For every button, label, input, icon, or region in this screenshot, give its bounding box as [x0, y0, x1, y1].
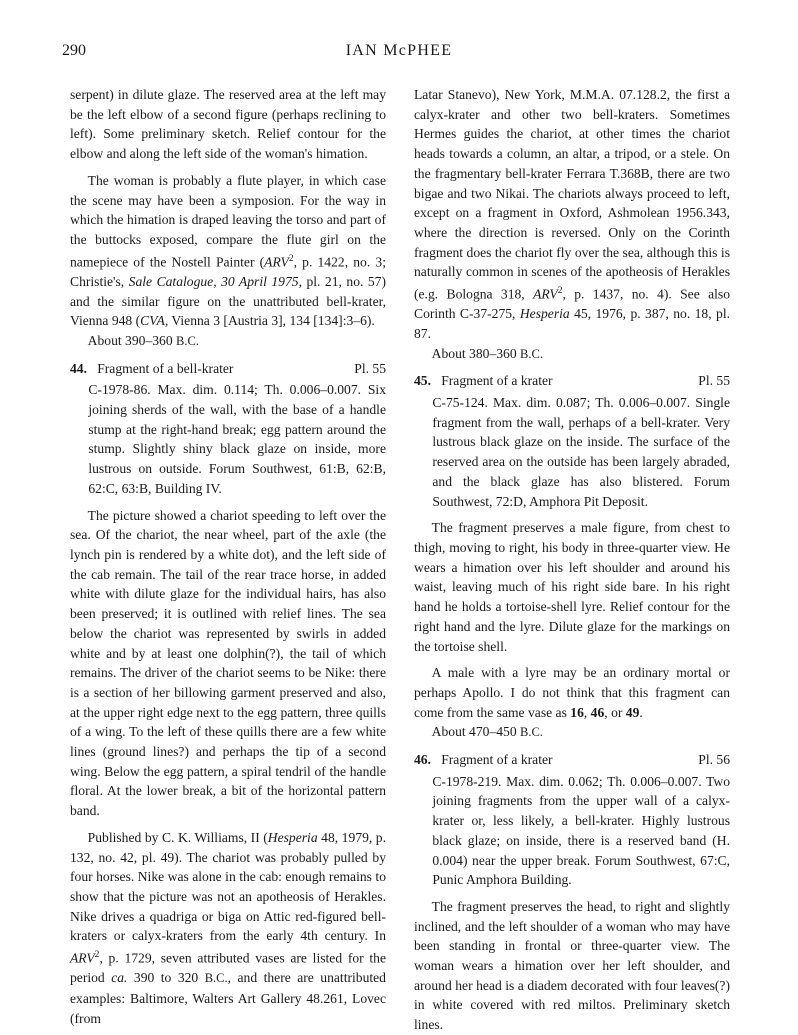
- right-column: [414, 85, 730, 1035]
- paragraph: The woman is probably a flute player, in which case the scene may have been a symposion. For the way in which the himation is draped leaving the torso and part of the buttocks exposed, compare the flute girl on the namepiece of the Nostell Painter (ARV$^2$, p. 1422, no. 3; Christie's, Sale Catalogue, 30 April 1975, pl. 21, no. 57) and the similar figure on the unattributed bell-krater, Vienna 948 (CVA, Vienna 3 [Austria 3], 134 [134]:3–6).: [70, 172, 386, 329]
- catalogue-entry-44-heading: [70, 359, 386, 379]
- running-head: IAN McPHEE: [345, 42, 453, 59]
- paragraph: Published by C. K. Williams, II (Hesperia 48, 1979, p. 132, no. 42, pl. 49). The chariot was probably pulled by four horses. Nike was alone in the cab: enough remains to show that the picture was not an apotheosis of Herakles. Nike drives a quadriga or biga on Attic red-figured bell-kraters or calyx-kraters from the early 4th century. In ARV$^2$, p. 1729, seven attributed vases are listed for the period ca. 390 to 320 B.C., and there are unattributed examples: Baltimore, Walters Art Gallery 48.261, Lovec (from: [70, 829, 386, 1026]
- entry-description: C-1978-86. Max. dim. 0.114; Th. 0.006–0.007. Six joining sherds of the wall, with the base of a handle stump at the right-hand break; egg pattern around the stump. Slightly shiny black glaze on inside, more lustrous on outside. Forum Southwest, 61:B, 62:B, 62:C, 63:B, Building IV.: [88, 382, 386, 496]
- catalogue-entry-46-heading: [414, 750, 730, 770]
- paragraph: A male with a lyre may be an ordinary mortal or perhaps Apollo. I do not think that this fragment can come from the same vase as 16, 46, or 49.: [414, 665, 730, 720]
- entry-description: C-1978-219. Max. dim. 0.062; Th. 0.006–0.007. Two joining fragments from the upper wall of a calyx-krater or, less likely, a bell-krater. Highly lustrous black glaze; on inside, there is a reserved band (H. 0.004) near the upper break. Forum Southwest, 67:C, Punic Amphora Building.: [432, 773, 730, 888]
- entry-title: Fragment of a krater: [441, 373, 553, 389]
- date-line: About 470–450 B.C.: [431, 724, 543, 740]
- date-line: About 380–360 B.C.: [431, 345, 543, 361]
- entry-title: Fragment of a krater: [441, 752, 553, 768]
- plate-ref: Pl. 55: [354, 360, 386, 376]
- paragraph: The fragment preserves the head, to right and slightly inclined, and the left shoulder of a woman who may have been standing in frontal or three-quarter view. The woman wears a himation over her left shoulder, and around her head is a diadem decorated with four leaves(?) in white covered with red miltos. Preliminary sketch lines.: [414, 898, 730, 1033]
- paragraph: The picture showed a chariot speeding to left over the sea. Of the chariot, the near wheel, part of the axle (the lynch pin is rendered by a white dot), and the left side of the cab remain. The tail of the rear trace horse, in added white with dilute glaze for the individual hairs, has also been preserved; it is outlined with relief lines. The sea below the chariot was represented by swirls in added white and by at least one dolphin(?), the tail of which remains. The driver of the chariot seems to be Nike: there is a section of her billowing garment preserved and also, at the upper right edge next to the egg pattern, three quills of a wing. To the left of these quills there are a few white lines (ground lines?) and perhaps the tip of a second wing. Below the egg pattern, a spiral tendril of the handle floral. At the lower break, a bit of the horizontal pattern band.: [70, 507, 386, 819]
- entry-title: Fragment of a bell-krater: [97, 360, 234, 376]
- date-line: About 390–360 B.C.: [87, 332, 199, 348]
- catalogue-entry-45-heading: [414, 371, 730, 391]
- paragraph: Latar Stanevo), New York, M.M.A. 07.128.2, the first a calyx-krater and other two bell-kraters. Sometimes Hermes guides the chariot, at other times the chariot heads towards a column, an altar, a tripod, or a stele. On the fragmentary bell-krater Ferrara T.368B, there are two bigae and two Nikai. The chariots always proceed to left, except on a fragment in Oxford, Ashmolean 1956.343, where the direction is reversed. Only on the Corinth fragment does the chariot fly over the sea, although this is naturally common in scenes of the apotheosis of Herakles (e.g. Bologna 318, ARV$^2$, p. 1437, no. 4). See also Corinth C-37-275, Hesperia 45, 1976, p. 387, no. 18, pl. 87.: [414, 87, 730, 341]
- entry-number: 44.: [70, 360, 87, 376]
- entry-description: C-75-124. Max. dim. 0.087; Th. 0.006–0.007. Single fragment from the wall, perhaps of a bell-krater. Very lustrous black glaze on the inside. The surface of the reserved area on the outside has been largely abraded, and the black glaze has also blistered. Forum Southwest, 72:D, Amphora Pit Deposit.: [432, 395, 730, 509]
- page-number: 290: [62, 42, 86, 59]
- plate-ref: Pl. 55: [698, 373, 730, 389]
- plate-ref: Pl. 56: [698, 752, 730, 768]
- left-column: [70, 85, 386, 1028]
- paragraph: serpent) in dilute glaze. The reserved area at the left may be the left elbow of a second figure (perhaps reclining to left). Some preliminary sketch. Relief contour for the elbow and along the left side of the woman's himation.: [70, 87, 386, 162]
- entry-number: 46.: [414, 752, 431, 768]
- entry-number: 45.: [414, 373, 431, 389]
- paragraph: The fragment preserves a male figure, from chest to thigh, moving to right, his body in three-quarter view. He wears a himation over his left shoulder and around his waist, leaving much of his right side bare. In his right hand he holds a tortoise-shell lyre. Relief contour for the right hand and the lyre. Dilute glaze for the markings on the tortoise shell.: [414, 520, 730, 654]
